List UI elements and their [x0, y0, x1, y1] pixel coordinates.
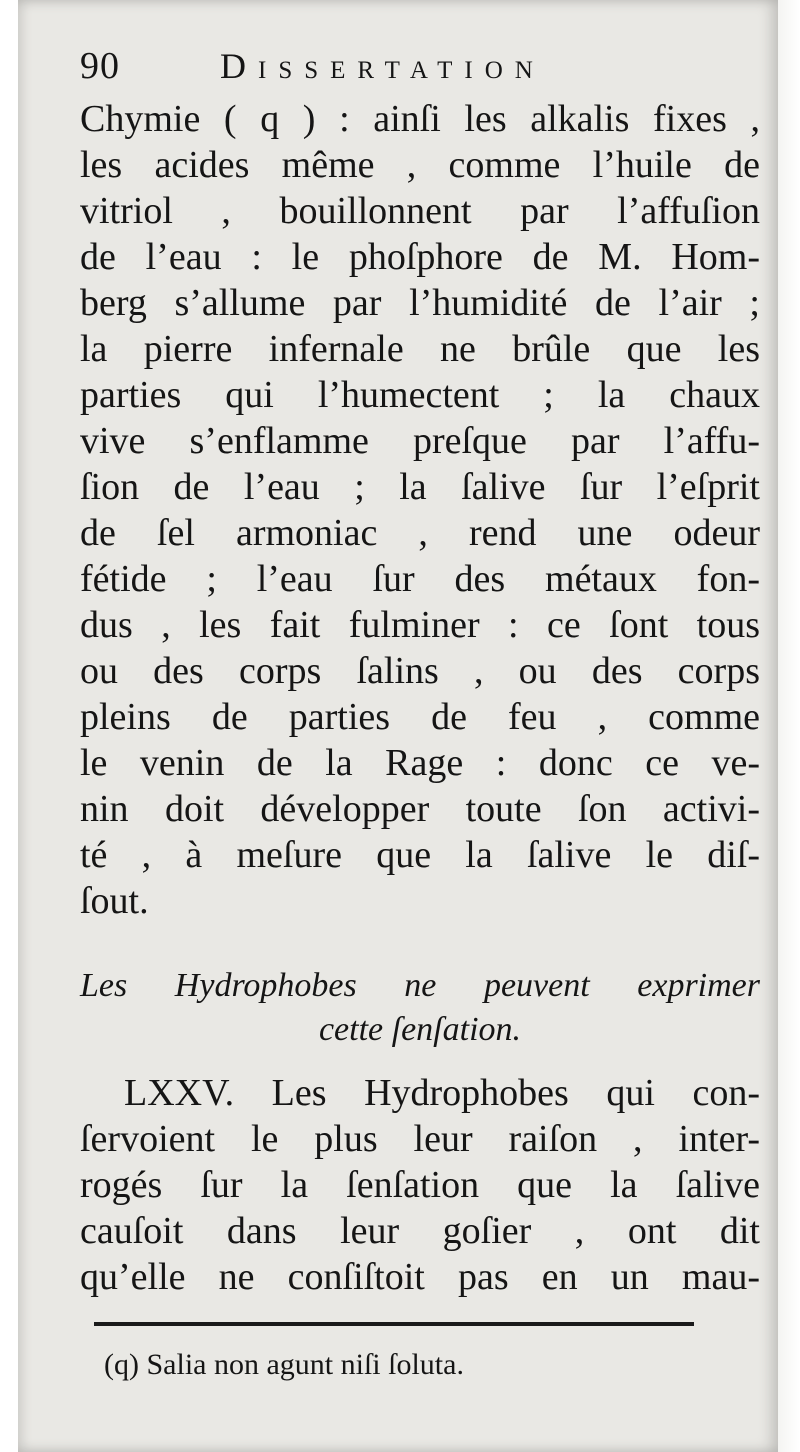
text-line: nin doit développer toute ſon activi-: [80, 788, 760, 830]
text-line: té , à meſure que la ſalive le diſ-: [80, 834, 760, 876]
paragraph-2: [80, 1070, 760, 1300]
text-line: Chymie ( q ) : ainſi les alkalis fixes ,: [80, 98, 760, 140]
section-heading: [80, 964, 760, 1052]
text-line: pleins de parties de feu , comme: [80, 696, 760, 738]
spacer: [80, 924, 760, 964]
page-text: [80, 44, 760, 1300]
text-line: les acides même , comme l’huile de: [80, 144, 760, 186]
text-line: la pierre infernale ne brûle que les: [80, 328, 760, 370]
text-line: berg s’allume par l’humidité de l’air ;: [80, 282, 760, 324]
footnote: (q) Salia non agunt niſi ſoluta.: [104, 1348, 464, 1381]
paragraph-1: [80, 96, 760, 924]
heading-line: cette ſenſation.: [318, 1011, 522, 1048]
text-line: parties qui l’humectent ; la chaux: [80, 374, 760, 416]
spacer: [80, 1052, 760, 1070]
page-number: 90: [80, 45, 120, 87]
footnote-rule: [94, 1322, 694, 1326]
text-line: ou des corps ſalins , ou des corps: [80, 650, 760, 692]
running-head-title: Dissertation: [220, 46, 545, 86]
running-head: [80, 44, 760, 96]
text-line: de ſel armoniac , rend une odeur: [80, 512, 760, 554]
text-line: le venin de la Rage : donc ce ve-: [80, 742, 760, 784]
page-edge: [778, 0, 800, 1452]
text-line: vive s’enflamme preſque par l’affu-: [80, 420, 760, 462]
text-line: rogés ſur la ſenſation que la ſalive: [80, 1164, 760, 1206]
text-line: ſout.: [80, 880, 149, 922]
text-line: vitriol , bouillonnent par l’affuſion: [80, 190, 760, 232]
text-line: dus , les fait fulminer : ce ſont tous: [80, 604, 760, 646]
text-line: LXXV. Les Hydrophobes qui con-: [124, 1072, 760, 1114]
heading-line: Les Hydrophobes ne peuvent exprimer: [80, 967, 760, 1004]
text-line: fétide ; l’eau ſur des métaux fon-: [80, 558, 760, 600]
text-line: ſion de l’eau ; la ſalive ſur l’eſprit: [80, 466, 760, 508]
text-line: de l’eau : le phoſphore de M. Hom-: [80, 236, 760, 278]
text-line: ſervoient le plus leur raiſon , inter-: [80, 1118, 760, 1160]
text-line: qu’elle ne conſiſtoit pas en un mau-: [80, 1256, 760, 1298]
text-line: cauſoit dans leur goſier , ont dit: [80, 1210, 760, 1252]
